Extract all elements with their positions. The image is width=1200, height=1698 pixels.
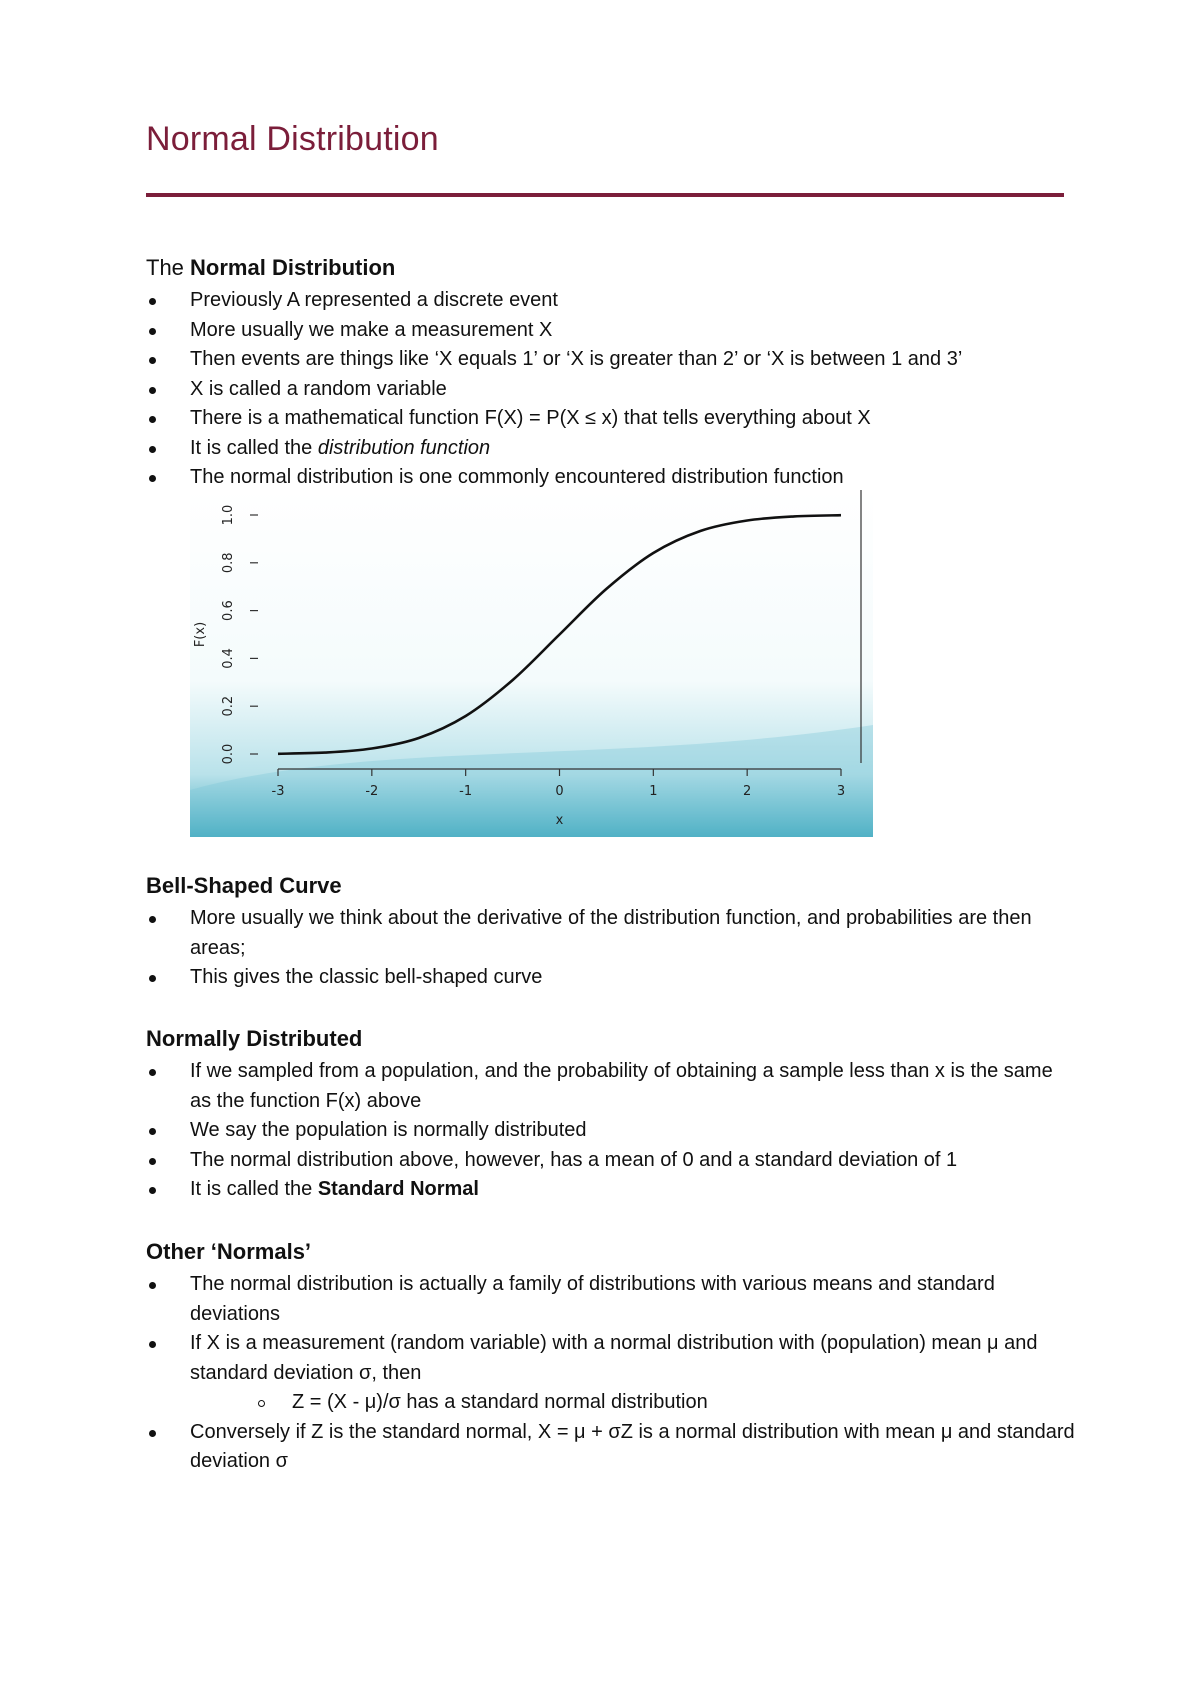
y-tick-label: 1.0 bbox=[221, 504, 236, 526]
list-item: It is called the distribution function bbox=[146, 434, 1076, 464]
y-tick-label: 0.2 bbox=[221, 695, 236, 717]
ring-bullet-icon bbox=[258, 1400, 265, 1407]
section-heading bbox=[146, 254, 1076, 282]
sub-bullet-list bbox=[146, 1388, 1076, 1418]
section-normally-distributed bbox=[146, 1025, 1076, 1205]
section-normal-distribution bbox=[146, 254, 1076, 493]
standard-normal-term: Standard Normal bbox=[317, 1178, 479, 1200]
title-rule bbox=[146, 193, 1064, 197]
bullet-icon bbox=[149, 1341, 156, 1348]
bullet-icon bbox=[149, 446, 156, 453]
list-item: Conversely if Z is the standard normal, X = μ + σZ is a normal distribution with mean μ and standard deviation σ bbox=[146, 1418, 1076, 1477]
section-heading: Bell-Shaped Curve bbox=[146, 873, 342, 898]
x-axis-label: x bbox=[555, 813, 564, 828]
y-axis-label: F(x) bbox=[193, 621, 208, 648]
bullet-icon bbox=[149, 475, 156, 482]
bullet-icon bbox=[149, 1128, 156, 1135]
x-tick-label: -1 bbox=[459, 784, 473, 799]
list-item: More usually we make a measurement X bbox=[146, 316, 1076, 346]
bullet-list bbox=[146, 1418, 1076, 1477]
x-tick-label: 1 bbox=[649, 784, 658, 799]
sub-list-item: Z = (X - μ)/σ has a standard normal distribution bbox=[146, 1388, 1076, 1418]
bullet-icon bbox=[149, 916, 156, 923]
list-item: If we sampled from a population, and the probability of obtaining a sample less than x is the same as the function F(x) above bbox=[146, 1057, 1076, 1116]
list-item: Previously A represented a discrete event bbox=[146, 286, 1076, 316]
y-tick-label: 0.8 bbox=[221, 552, 236, 574]
cdf-chart bbox=[190, 490, 873, 837]
section-other-normals bbox=[146, 1238, 1076, 1477]
bullet-list bbox=[146, 286, 1076, 493]
x-tick-label: -2 bbox=[365, 784, 379, 799]
list-item: If X is a measurement (random variable) with a normal distribution with (population) mean μ and standard deviation σ, then bbox=[146, 1329, 1076, 1388]
y-tick-label: 0.4 bbox=[221, 648, 236, 669]
x-tick-label: 0 bbox=[555, 784, 564, 799]
list-item: The normal distribution above, however, has a mean of 0 and a standard deviation of 1 bbox=[146, 1146, 1076, 1176]
x-tick-label: 3 bbox=[836, 784, 846, 799]
y-tick-label: 0.0 bbox=[221, 743, 236, 765]
bullet-icon bbox=[149, 357, 156, 364]
x-tick-label: -3 bbox=[271, 784, 285, 799]
bullet-list bbox=[146, 904, 1076, 993]
list-item: There is a mathematical function F(X) = P(X ≤ x) that tells everything about X bbox=[146, 404, 1076, 434]
list-item: We say the population is normally distributed bbox=[146, 1116, 1076, 1146]
y-tick-label: 0.6 bbox=[221, 600, 236, 621]
bullet-icon bbox=[149, 1069, 156, 1076]
page-title: Normal Distribution bbox=[146, 120, 439, 158]
cdf-chart-svg bbox=[190, 490, 873, 837]
bullet-list bbox=[146, 1057, 1076, 1205]
list-item: The normal distribution is one commonly encountered distribution function bbox=[146, 463, 1076, 493]
bullet-list bbox=[146, 1270, 1076, 1388]
bullet-icon bbox=[149, 298, 156, 305]
list-item: The normal distribution is actually a family of distributions with various means and standard deviations bbox=[146, 1270, 1076, 1329]
bullet-icon bbox=[149, 975, 156, 982]
list-item: This gives the classic bell-shaped curve bbox=[146, 963, 1076, 993]
distribution-function-term: distribution function bbox=[317, 436, 491, 459]
bullet-icon bbox=[149, 416, 156, 423]
bullet-icon bbox=[149, 1158, 156, 1165]
heading-prefix: The bbox=[146, 255, 191, 280]
section-heading: Other ‘Normals’ bbox=[146, 1239, 312, 1264]
heading-main: Normal Distribution bbox=[190, 255, 396, 280]
list-item: X is called a random variable bbox=[146, 375, 1076, 405]
list-item: It is called the Standard Normal bbox=[146, 1175, 1076, 1205]
bullet-icon bbox=[149, 1430, 156, 1437]
section-heading: Normally Distributed bbox=[146, 1026, 363, 1051]
bullet-icon bbox=[149, 1187, 156, 1194]
bullet-icon bbox=[149, 1282, 156, 1289]
x-tick-label: 2 bbox=[743, 784, 752, 799]
list-item: Then events are things like ‘X equals 1’ or ‘X is greater than 2’ or ‘X is between 1 and 3’ bbox=[146, 345, 1076, 375]
section-bell-shaped-curve bbox=[146, 872, 1076, 993]
bullet-icon bbox=[149, 387, 156, 394]
list-item: More usually we think about the derivative of the distribution function, and probabilities are then areas; bbox=[146, 904, 1076, 963]
bullet-icon bbox=[149, 328, 156, 335]
